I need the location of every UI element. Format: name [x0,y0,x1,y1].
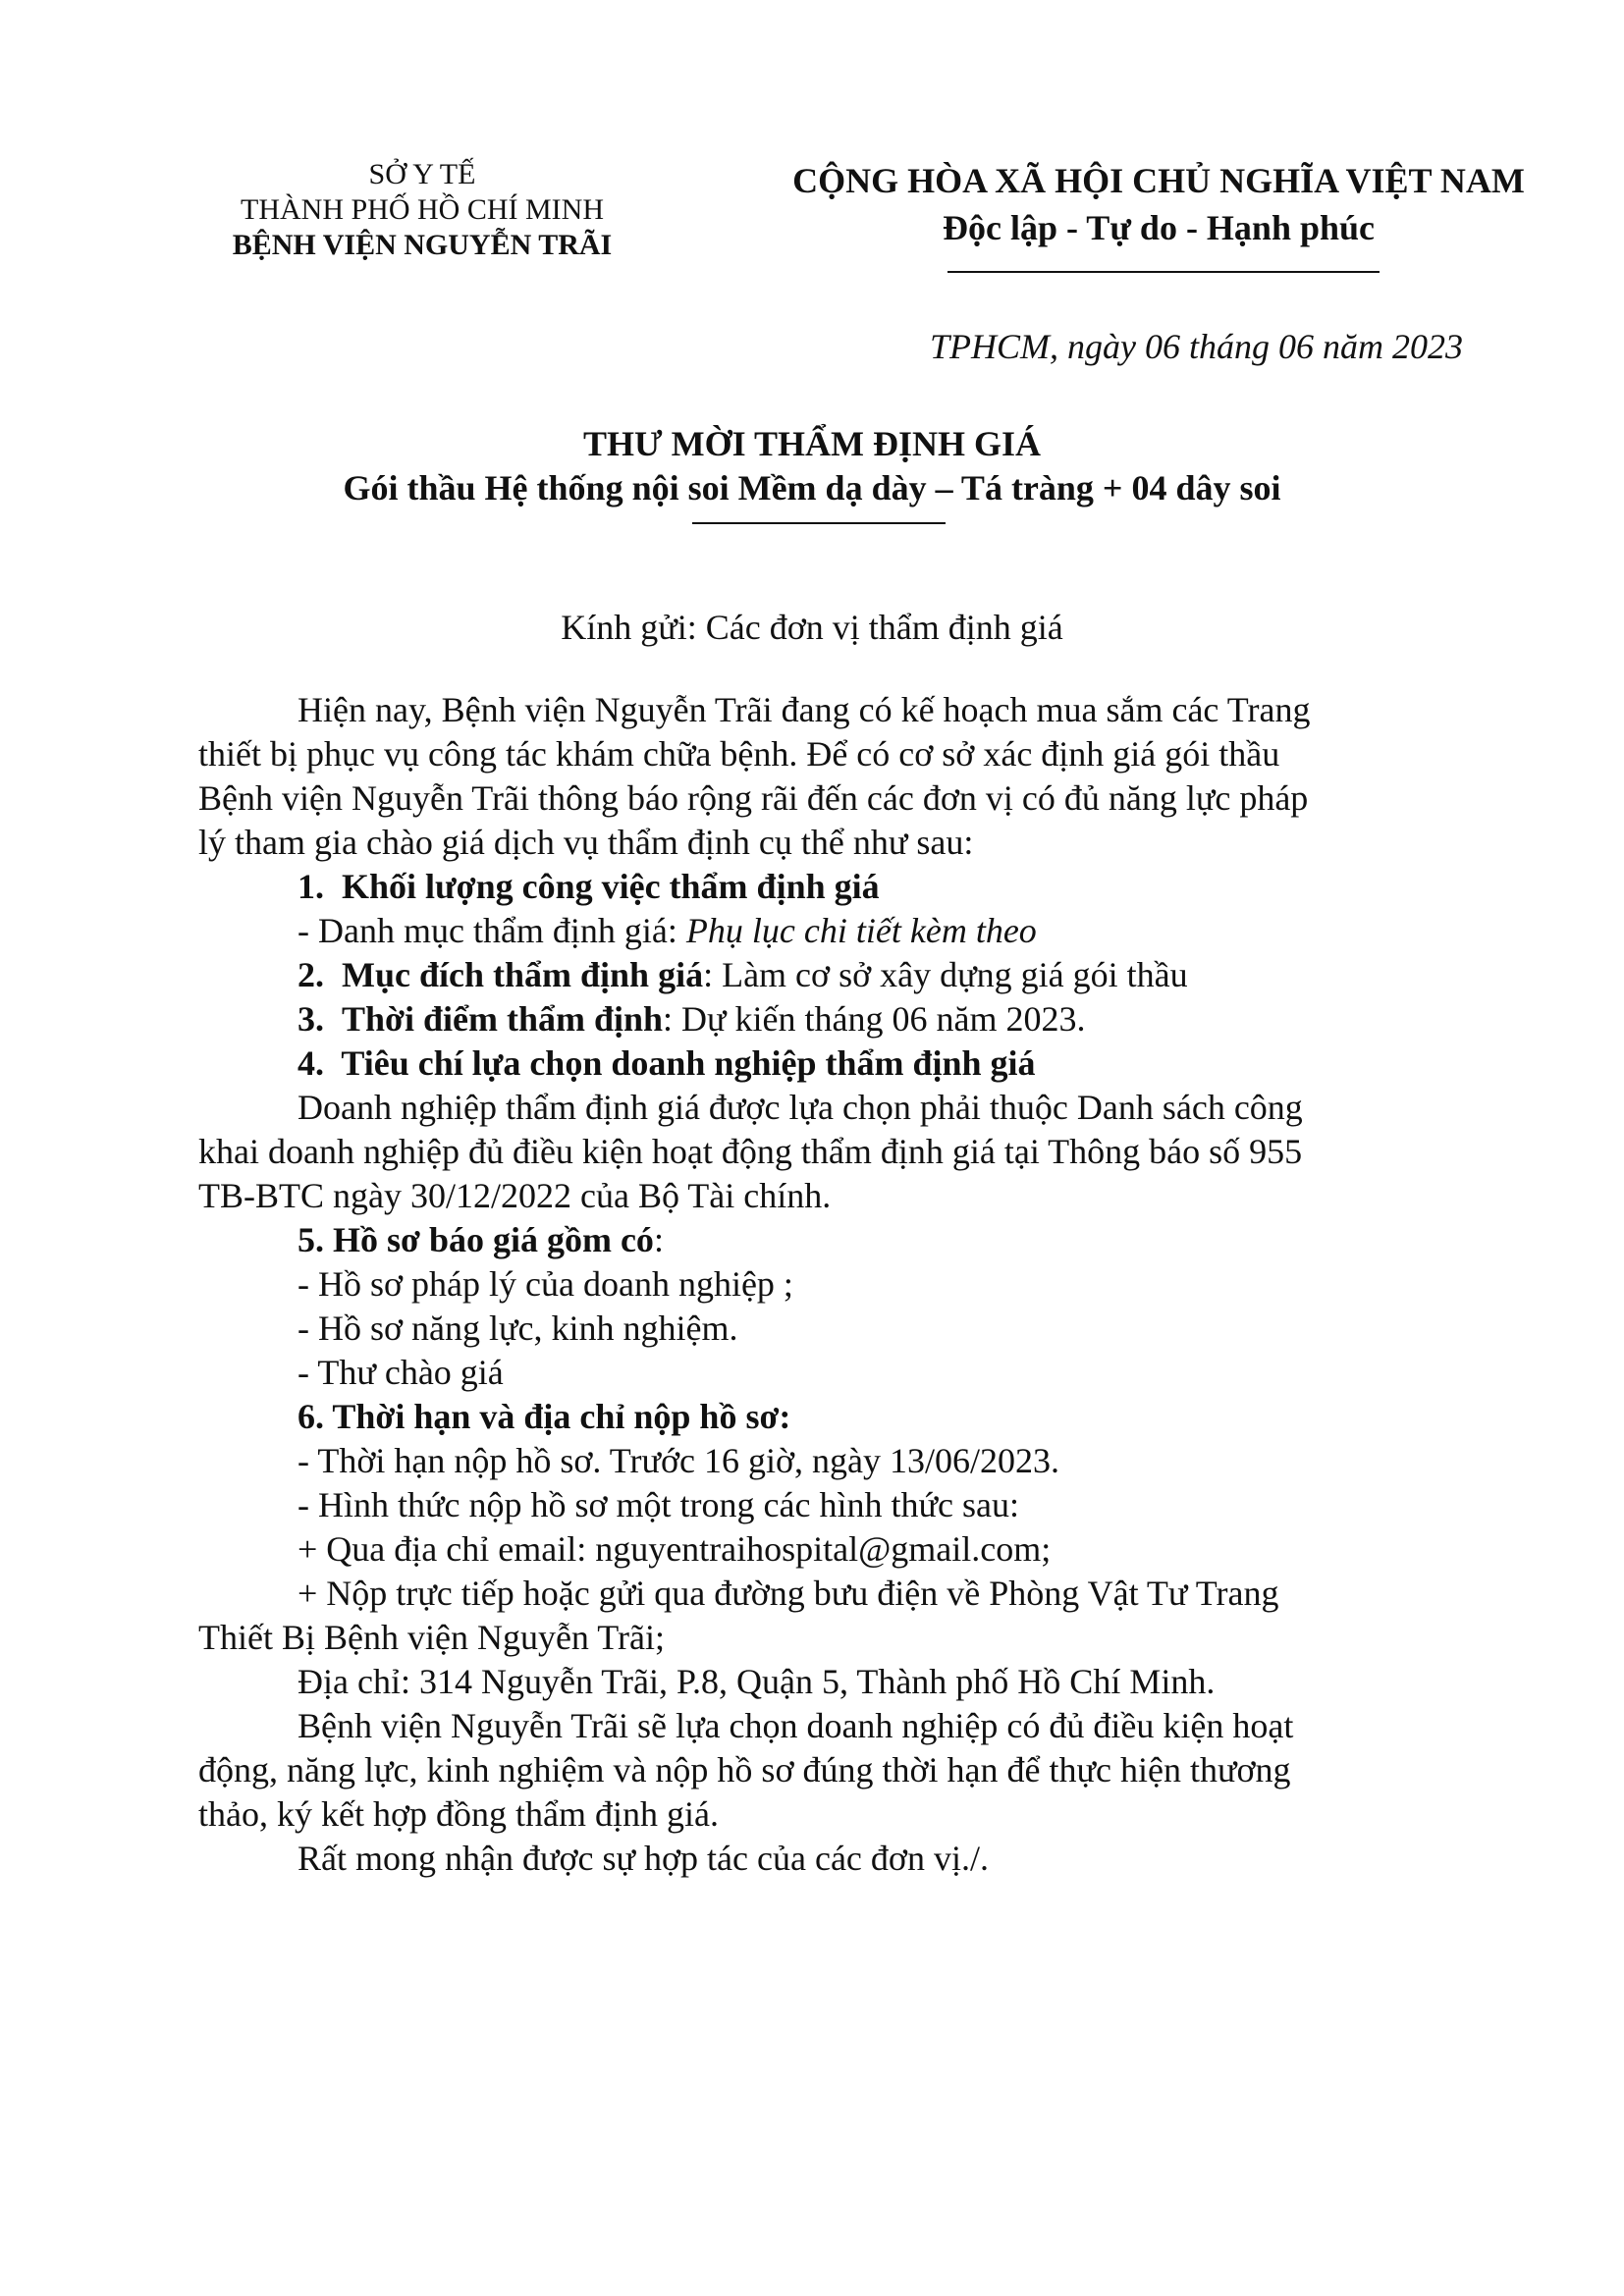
document-subtitle: Gói thầu Hệ thống nội soi Mềm dạ dày – Tá tràng + 04 dây soi [343,468,1281,507]
hospital-name: BỆNH VIỆN NGUYỄN TRÃI [232,229,613,261]
date-line: TPHCM, ngày 06 tháng 06 năm 2023 [930,327,1463,366]
intro-line: Bệnh viện Nguyễn Trãi thông báo rộng rãi đến các đơn vị có đủ năng lực pháp [198,778,1309,818]
section-4-heading [298,1041,1036,1086]
intro-line: thiết bị phục vụ công tác khám chữa bệnh. Để có cơ sở xác định giá gói thầu [198,734,1280,774]
section-1-item-label: - Danh mục thẩm định giá: [298,911,686,950]
section-3-text: : Dự kiến tháng 06 năm 2023. [663,999,1086,1039]
email-submission: + Qua địa chỉ email: nguyentraihospital@gmail.com; [298,1529,1052,1569]
section-2-line [298,953,1188,997]
section-2-title: Mục đích thẩm định giá [342,955,704,994]
final-remark: Rất mong nhận được sự hợp tác của các đơn vị./. [298,1839,989,1878]
section-4-line: khai doanh nghiệp đủ điều kiện hoạt động thẩm định giá tại Thông báo số 955 [198,1132,1303,1171]
section-4-title: Tiêu chí lựa chọn doanh nghiệp thẩm định giá [341,1043,1036,1083]
hospital-address: Địa chỉ: 314 Nguyễn Trãi, P.8, Quận 5, Thành phố Hồ Chí Minh. [298,1662,1216,1701]
section-3-line [298,997,1085,1041]
left-header [196,157,648,263]
department-name: SỞ Y TẾ [368,158,476,190]
right-header [766,157,1551,251]
section-5-item: - Hồ sơ pháp lý của doanh nghiệp ; [298,1264,793,1304]
motto-underline [947,271,1380,273]
nation-name: CỘNG HÒA XÃ HỘI CHỦ NGHĨA VIỆT NAM [792,161,1525,200]
direct-submission: Thiết Bị Bệnh viện Nguyễn Trãi; [198,1618,665,1657]
section-1-item [298,909,1037,953]
submission-methods: - Hình thức nộp hồ sơ một trong các hình thức sau: [298,1485,1019,1524]
section-2-text: : Làm cơ sở xây dựng giá gói thầu [703,955,1188,994]
closing-line: thảo, ký kết hợp đồng thẩm định giá. [198,1794,719,1834]
closing-line: Bệnh viện Nguyễn Trãi sẽ lựa chọn doanh nghiệp có đủ điều kiện hoạt [298,1706,1294,1745]
section-1-title: Khối lượng công việc thẩm định giá [342,867,880,906]
section-4-number: 4. [298,1043,324,1083]
closing-line: động, năng lực, kinh nghiệm và nộp hồ sơ đúng thời hạn để thực hiện thương [198,1750,1291,1789]
section-5-item: - Hồ sơ năng lực, kinh nghiệm. [298,1308,738,1348]
section-2-number: 2. [298,955,324,994]
section-3-number: 3. [298,999,324,1039]
section-4-line: TB-BTC ngày 30/12/2022 của Bộ Tài chính. [198,1176,832,1215]
section-6-heading: 6. Thời hạn và địa chỉ nộp hồ sơ: [298,1397,791,1436]
document-title: THƯ MỜI THẨM ĐỊNH GIÁ [582,424,1041,463]
city-name: THÀNH PHỐ HỒ CHÍ MINH [241,193,604,226]
salutation: Kính gửi: Các đơn vị thẩm định giá [561,608,1063,647]
national-motto: Độc lập - Tự do - Hạnh phúc [942,208,1376,247]
submission-deadline: - Thời hạn nộp hồ sơ. Trước 16 giờ, ngày 13/06/2023. [298,1441,1060,1480]
intro-line: Hiện nay, Bệnh viện Nguyễn Trãi đang có kế hoạch mua sắm các Trang [298,690,1311,729]
section-3-title: Thời điểm thẩm định [342,999,664,1039]
section-1-number: 1. [298,867,324,906]
section-1-heading [298,865,880,909]
direct-submission: + Nộp trực tiếp hoặc gửi qua đường bưu điện về Phòng Vật Tư Trang [298,1574,1279,1613]
section-5-item: - Thư chào giá [298,1353,504,1392]
appendix-reference: Phụ lục chi tiết kèm theo [685,911,1037,950]
section-5-heading [298,1218,664,1262]
title-underline [692,522,946,524]
section-5-colon: : [653,1220,664,1259]
section-4-line: Doanh nghiệp thẩm định giá được lựa chọn phải thuộc Danh sách công [298,1088,1303,1127]
section-5-title: 5. Hồ sơ báo giá gồm có [298,1220,654,1259]
intro-line: lý tham gia chào giá dịch vụ thẩm định cụ thể như sau: [198,823,974,862]
